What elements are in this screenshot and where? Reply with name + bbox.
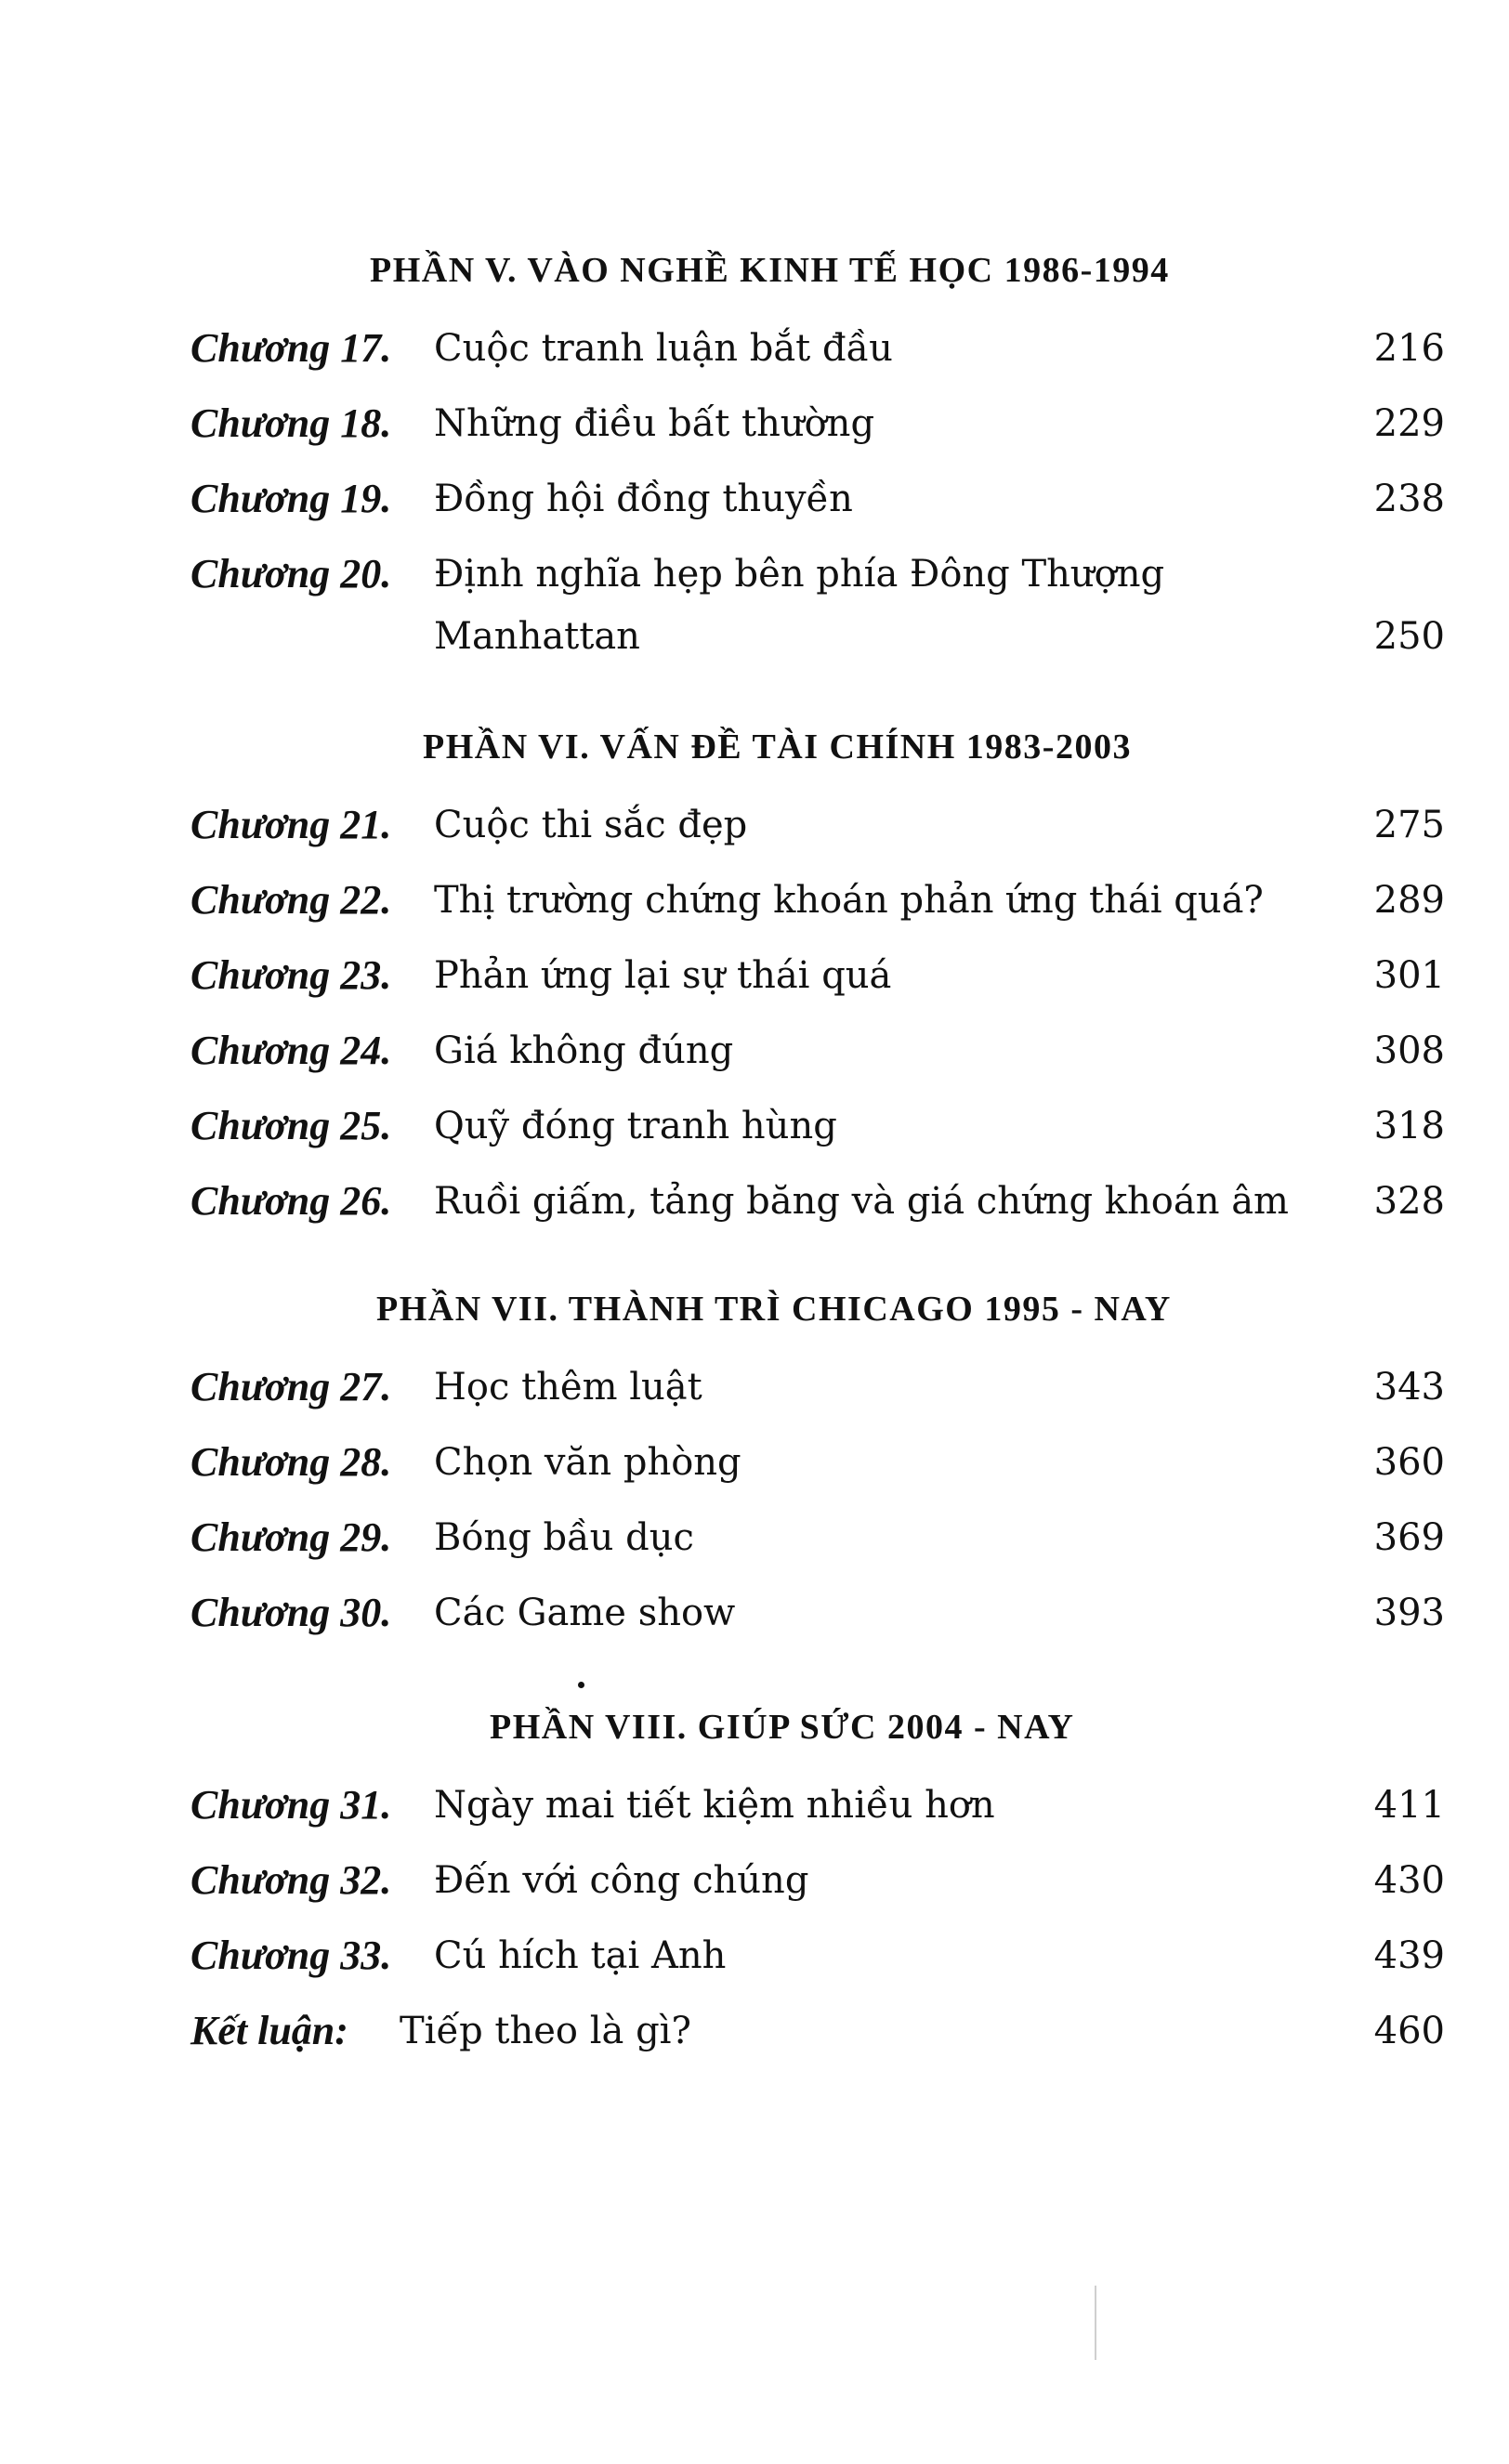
chapter-title: Học thêm luật (434, 1366, 702, 1409)
chapter-title: Cú hích tại Anh (434, 1934, 727, 1977)
chapter-label: Chương 23. (190, 952, 392, 998)
chapter-title: Các Game show (434, 1592, 736, 1634)
toc-entry-chapter-19 (190, 471, 1445, 527)
part-vi-heading: PHẦN VI. VẤN ĐỀ TÀI CHÍNH 1983-2003 (423, 727, 1132, 767)
chapter-page-number: 275 (1373, 804, 1445, 846)
chapter-label: Chương 20. (190, 551, 392, 596)
chapter-title: Phản ứng lại sự thái quá (434, 954, 892, 997)
chapter-label: Chương 32. (190, 1857, 392, 1903)
chapter-title: Những điều bất thường (434, 402, 875, 445)
toc-entry-chapter-25 (190, 1098, 1445, 1154)
toc-entry-chapter-20 (190, 546, 1445, 602)
conclusion-title: Tiếp theo là gì? (400, 2010, 691, 2052)
chapter-title: Định nghĩa hẹp bên phía Đông Thượng (434, 553, 1165, 596)
toc-entry-chapter-22 (190, 872, 1445, 928)
chapter-title: Quỹ đóng tranh hùng (434, 1105, 837, 1147)
toc-entry-chapter-24 (190, 1023, 1445, 1079)
chapter-page-number: 343 (1373, 1366, 1445, 1409)
part-v-heading: PHẦN V. VÀO NGHỀ KINH TẾ HỌC 1986-1994 (370, 251, 1170, 290)
toc-entry-chapter-18 (190, 396, 1445, 452)
chapter-label: Chương 19. (190, 476, 392, 521)
chapter-page-number: 238 (1373, 478, 1445, 520)
chapter-page-number: 369 (1373, 1516, 1445, 1559)
toc-entry-chapter-29 (190, 1510, 1445, 1566)
chapter-page-number: 301 (1373, 954, 1445, 997)
chapter-title: Cuộc thi sắc đẹp (434, 804, 748, 846)
toc-entry-chapter-28 (190, 1435, 1445, 1490)
conclusion-page-number: 460 (1373, 2010, 1445, 2052)
chapter-page-number: 318 (1373, 1105, 1445, 1147)
chapter-title: Thị trường chứng khoán phản ứng thái quá? (434, 879, 1264, 922)
chapter-page-number: 430 (1373, 1859, 1445, 1902)
toc-entry-chapter-21 (190, 797, 1445, 853)
chapter-label: Chương 30. (190, 1590, 392, 1635)
chapter-label: Chương 27. (190, 1364, 392, 1409)
chapter-page-number: 411 (1373, 1784, 1445, 1827)
chapter-title: Ruồi giấm, tảng băng và giá chứng khoán âm (434, 1180, 1289, 1223)
part-vii-heading: PHẦN VII. THÀNH TRÌ CHICAGO 1995 - NAY (376, 1290, 1172, 1329)
chapter-label: Chương 26. (190, 1178, 392, 1224)
chapter-page-number: 216 (1373, 327, 1445, 370)
toc-entry-chapter-17 (190, 321, 1445, 376)
toc-entry-chapter-32 (190, 1853, 1445, 1908)
chapter-label: Chương 21. (190, 802, 392, 847)
toc-entry-chapter-33 (190, 1928, 1445, 1984)
chapter-label: Chương 24. (190, 1028, 392, 1073)
conclusion-label: Kết luận: (190, 2008, 348, 2053)
chapter-title: Đến với công chúng (434, 1859, 809, 1902)
chapter-page-number: 439 (1373, 1934, 1445, 1977)
chapter-title: Bóng bầu dục (434, 1516, 694, 1559)
chapter-label: Chương 22. (190, 877, 392, 923)
chapter-title-continuation: Manhattan (434, 615, 640, 658)
chapter-page-number: 229 (1373, 402, 1445, 445)
toc-entry-chapter-27 (190, 1359, 1445, 1415)
chapter-page-number: 250 (1373, 615, 1445, 658)
chapter-label: Chương 25. (190, 1103, 392, 1148)
chapter-title: Cuộc tranh luận bắt đầu (434, 327, 893, 370)
toc-entry-chapter-26 (190, 1173, 1445, 1229)
toc-entry-chapter-20-continuation (434, 609, 1445, 664)
chapter-page-number: 360 (1373, 1441, 1445, 1484)
print-speck (578, 1682, 584, 1688)
chapter-label: Chương 33. (190, 1933, 392, 1978)
part-viii-heading: PHẦN VIII. GIÚP SỨC 2004 - NAY (490, 1708, 1075, 1747)
toc-entry-chapter-30 (190, 1585, 1445, 1641)
chapter-title: Đồng hội đồng thuyền (434, 478, 853, 520)
toc-entry-conclusion (190, 2003, 1445, 2059)
chapter-title: Chọn văn phòng (434, 1441, 741, 1484)
chapter-page-number: 308 (1373, 1029, 1445, 1072)
chapter-label: Chương 28. (190, 1439, 392, 1485)
chapter-label: Chương 29. (190, 1514, 392, 1560)
chapter-label: Chương 18. (190, 400, 392, 446)
chapter-page-number: 393 (1373, 1592, 1445, 1634)
scan-artifact-line (1095, 2286, 1096, 2360)
chapter-title: Ngày mai tiết kiệm nhiều hơn (434, 1784, 995, 1827)
chapter-label: Chương 31. (190, 1782, 392, 1828)
chapter-page-number: 289 (1373, 879, 1445, 922)
toc-entry-chapter-23 (190, 948, 1445, 1003)
chapter-page-number: 328 (1373, 1180, 1445, 1223)
chapter-label: Chương 17. (190, 325, 392, 371)
toc-entry-chapter-31 (190, 1777, 1445, 1833)
chapter-title: Giá không đúng (434, 1029, 734, 1072)
